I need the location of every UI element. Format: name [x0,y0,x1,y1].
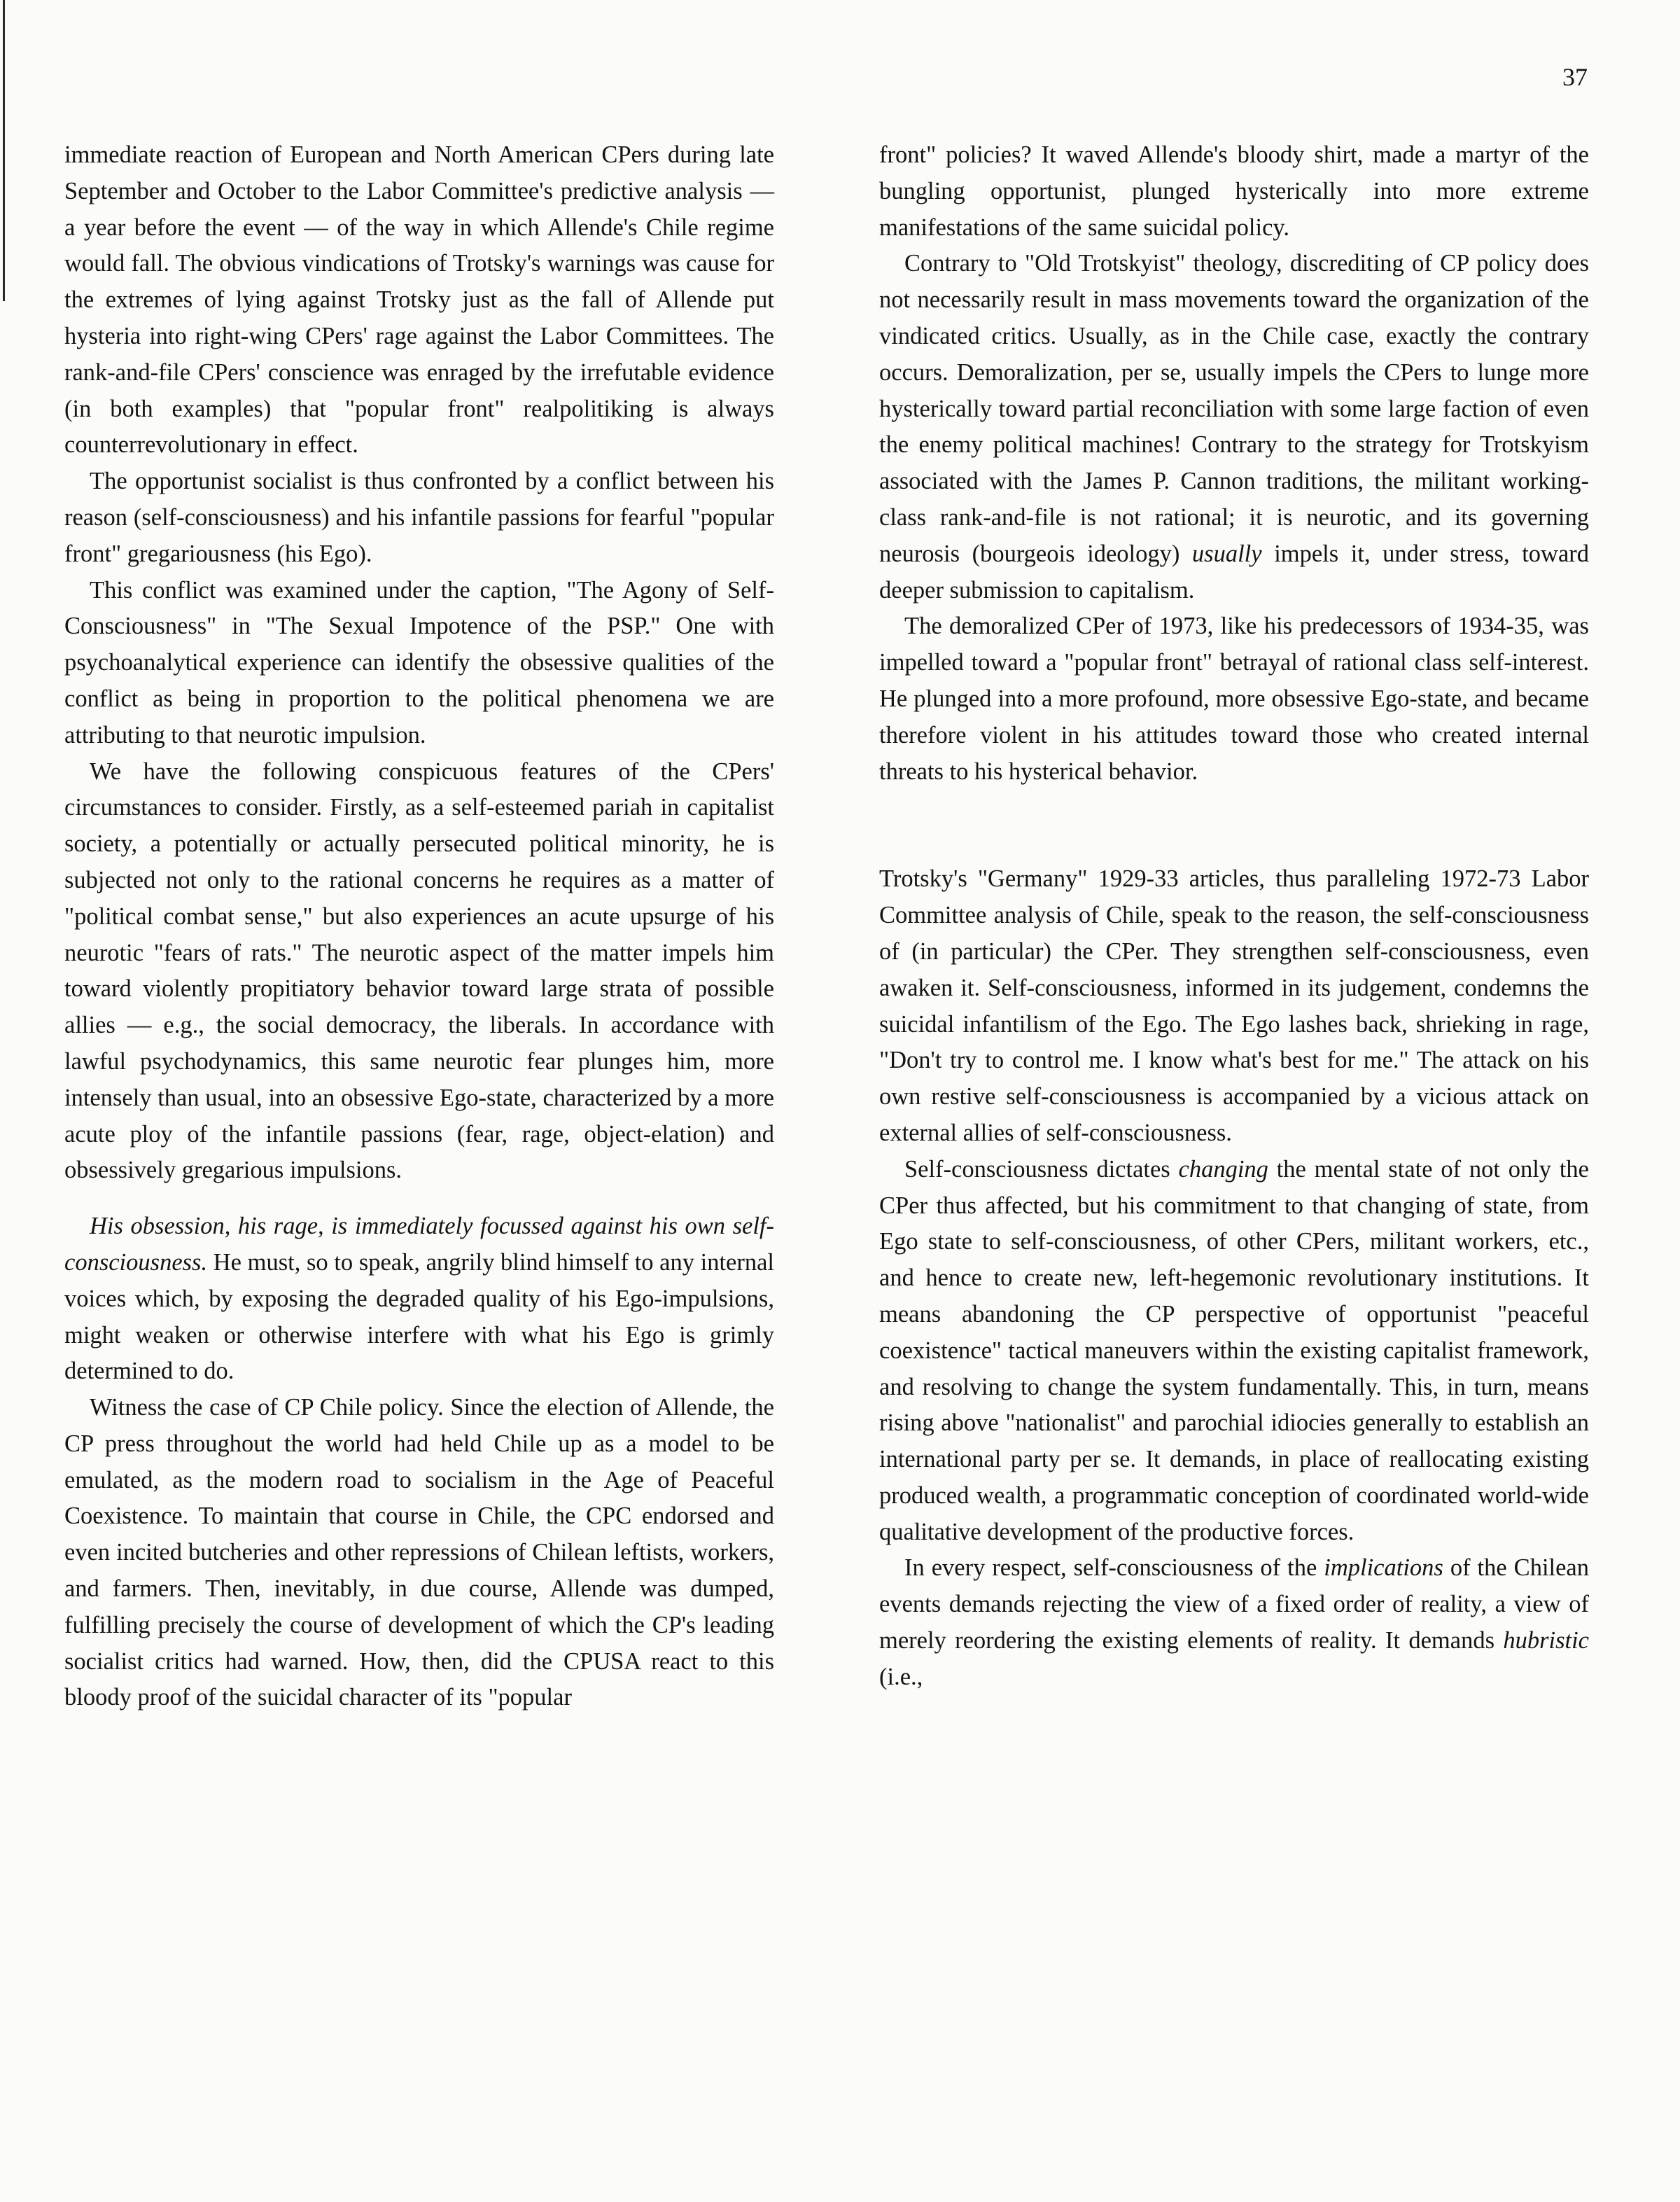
paragraph-text: He must, so to speak, angrily blind himself to any internal voices which, by exposing the degraded quality of his Ego-impulsions, might weaken or otherwise interfere with what his Ego is grimly determined to do. [64,1248,774,1385]
paragraph-text: Contrary to "Old Trotskyist" theology, discrediting of CP policy does not necessarily result in mass movements toward the organization of the vindicated critics. Usually, as in the Chile case, exactly the contrary occurs. Demoralization, per se, usually impels the CPers to lunge more hysterically toward partial reconciliation with some large faction of even the enemy political machines! Contrary to the strategy for Trotskyism associated with the James P. Cannon traditions, the militant working-class rank-and-file is not rational; it is neurotic, and its governing neurosis (bourgeois ideology) [879,250,1589,567]
paragraph [879,246,1589,608]
right-column [879,137,1589,1696]
left-column [64,137,774,1716]
italic-emphasis: usually [1191,540,1262,567]
italic-emphasis: hubristic [1503,1627,1589,1654]
paragraph [64,1208,774,1390]
paragraph-text: impels it, under stress, toward deeper submission to capitalism. [879,540,1589,604]
paragraph [879,1152,1589,1551]
paragraph-text: In every respect, self-consciousness of the [904,1554,1324,1582]
italic-emphasis: His obsession, his rage, is immediately focussed against his own self-consciousness. [64,1213,774,1276]
paragraph: This conflict was examined under the caption, "The Agony of Self-Consciousness" in "The Sexual Impotence of the PSP." One with psychoanalytical experience can identify the obsessive qualities of the conflict as being in proportion to the political phenomena we are attributing to that neurotic impulsion. [64,576,774,748]
paragraph: front" policies? It waved Allende's bloody shirt, made a martyr of the bungling opportunist, plunged hysterically into more extreme manifestations of the same suicidal policy. [879,141,1589,241]
paragraph: Witness the case of CP Chile policy. Since the election of Allende, the CP press throughout the world had held Chile up as a model to be emulated, as the modern road to socialism in the Age of Peaceful Coexistence. To maintain that course in Chile, the CPC endorsed and even incited butcheries and other repressions of Chilean leftists, workers, and farmers. Then, inevitably, in due course, Allende was dumped, fulfilling precisely the course of development of which the CP's leading socialist critics had warned. How, then, did the CPUSA react to this bloody proof of the suicidal character of its "popular [64,1394,774,1711]
paragraph: immediate reaction of European and North American CPers during late September and October to the Labor Committee's predictive analysis — a year before the event — of the way in which Allende's Chile regime would fall. The obvious vindications of Trotsky's warnings was cause for the extremes of lying against Trotsky just as the fall of Allende put hysteria into right-wing CPers' rage against the Labor Committees. The rank-and-file CPers' conscience was enraged by the irrefutable evidence (in both examples) that "popular front" realpolitiking is always counterrevolutionary in effect. [64,141,774,459]
scan-edge-mark [3,0,5,301]
paragraph: The demoralized CPer of 1973, like his predecessors of 1934-35, was impelled toward a "popular front" betrayal of rational class self-interest. He plunged into a more profound, more obsessive Ego-state, and became therefore violent in his attitudes toward those who created internal threats to his hysterical behavior. [879,613,1589,785]
italic-emphasis: changing [1178,1155,1268,1183]
paragraph-text: Self-consciousness dictates [904,1155,1179,1183]
paragraph: The opportunist socialist is thus confronted by a conflict between his reason (self-consciousness) and his infantile passions for fearful "popular front" gregariousness (his Ego). [64,468,774,567]
paragraph-text: the mental state of not only the CPer thus affected, but his commitment to that changing of state, from Ego state to self-consciousness, of other CPers, militant workers, etc., and hence to create new, left-hegemonic revolutionary institutions. It means abandoning the CP perspective of opportunist "peaceful coexistence" tactical maneuvers within the existing capitalist framework, and resolving to change the system fundamentally. This, in turn, means rising above "nationalist" and parochial idiocies generally to establish an international party per se. It demands, in place of reallocating existing produced wealth, a programmatic conception of coordinated world-wide qualitative development of the productive forces. [879,1155,1589,1545]
paragraph-text: of the Chilean events demands rejecting the view of a fixed order of reality, a view of merely reordering the existing elements of reality. It demands [879,1554,1589,1654]
paragraph-text: (i.e., [879,1663,923,1690]
page-number: 37 [1562,63,1588,91]
italic-emphasis: implications [1324,1554,1443,1582]
paragraph: Trotsky's "Germany" 1929-33 articles, thus paralleling 1972-73 Labor Committee analysis of Chile, speak to the reason, the self-consciousness of (in particular) the CPer. They strengthen self-consciousness, even awaken it. Self-consciousness, informed in its judgement, condemns the suicidal infantilism of the Ego. The Ego lashes back, shrieking in rage, "Don't try to control me. I know what's best for me." The attack on his own restive self-consciousness is accompanied by a vicious attack on external allies of self-consciousness. [879,865,1589,1146]
paragraph: We have the following conspicuous features of the CPers' circumstances to consider. Firstly, as a self-esteemed pariah in capitalist society, a potentially or actually persecuted political minority, he is subjected not only to the rational concerns he requires as a matter of "political combat sense," but also experiences an acute upsurge of his neurotic "fears of rats." The neurotic aspect of the matter impels him toward violently propitiatory behavior toward large strata of possible allies — e.g., the social democracy, the liberals. In accordance with lawful psychodynamics, this same neurotic fear plunges him, more intensely than usual, into an obsessive Ego-state, characterized by a more acute ploy of the infantile passions (fear, rage, object-elation) and obsessively gregarious impulsions. [64,758,774,1184]
paragraph [879,1550,1589,1695]
